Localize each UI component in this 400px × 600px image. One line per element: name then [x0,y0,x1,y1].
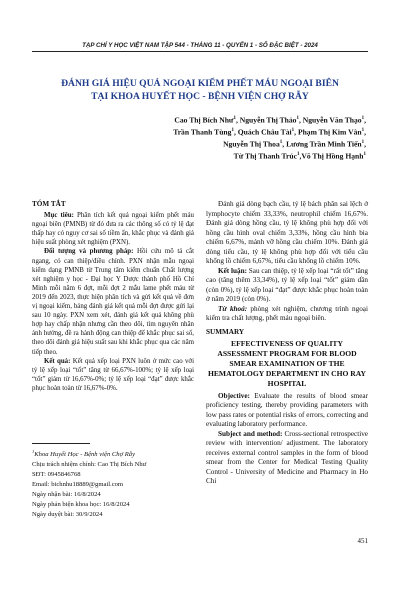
author-list [86,114,366,163]
author-separator: , [364,139,366,149]
summary-title: EFFECTIVENESS OF QUALITY ASSESSMENT PROGRAM FOR BLOOD SMEAR EXAMINATION OF THE HEMATOLOGY DEPARTMENT IN CHO RAY HOSPITAL [207,338,367,388]
footnote-email: Email: bichnhu18889@gmail.com [32,481,124,489]
title-line-1: ĐÁNH GIÁ HIỆU QUẢ NGOẠI KIỂM PHẾT MÁU NGOẠI BIÊN [61,78,339,89]
author-affiliation-mark: 1 [361,140,365,146]
abstract-results: Kết quả: Kết quả xếp loại PXN luôn ở mức cao với tỷ lệ xếp loại “tốt” tăng từ 66,67%-100%; tỷ lệ xếp loại “tốt” giảm từ 16,67%-0%; tỷ lệ xếp loại “đạt” được khắc phục hoàn toàn từ 16,67%-0%. [32,357,194,392]
abstract-objective: Mục tiêu: Phân tích kết quả ngoại kiểm phết máu ngoại biên (PMNB) từ đó đưa ra các thông số có tỷ lệ đạt thấp hay có nguy cơ sai số tiềm ẩn, khắc phục và đánh giá hiệu suất phòng xét nghiệm (PXN). [32,212,194,247]
abstract-keywords: Từ khoá: phòng xét nghiệm, chương trình ngoại kiểm tra chất lượng, phết máu ngoại biên. [206,304,368,322]
author-separator: , [282,139,287,149]
author-name: Nguyễn Văn Thạo [302,115,362,125]
author-name: Từ Thị Thanh Trúc [233,151,297,161]
page-number: 451 [357,537,368,545]
abstract-heading: TÓM TẮT [32,200,66,208]
author-affiliation-mark: 1 [279,140,283,146]
author-separator: , [364,127,366,137]
author-name: Nguyễn Thị Thảo [239,115,297,125]
author-affiliation-mark: 1 [291,128,295,134]
footnote-reviewed: Ngày phản biện khoa học: 16/8/2024 [32,501,130,509]
author-separator: , [298,115,303,125]
author-name: Phạm Thị Kim Vân [297,127,362,137]
author-affiliation-mark: 1 [231,128,234,134]
author-affiliation-mark: 1 [296,152,300,158]
article-title [40,77,360,103]
footnote-received: Ngày nhận bài: 16/8/2024 [32,491,101,499]
author-affiliation-mark: 1 [363,152,366,158]
footnote [32,447,202,520]
footnote-corresponding: Chịu trách nhiệm chính: Cao Thị Bích Như [32,461,147,469]
author-separator: , [235,115,240,125]
footnote-rule [32,443,90,444]
summary-method: Subject and method: Cross-sectional retrospective review with intervention/ adjustment. The laboratory receives external control samples in the form of blood smear from the Center for Medical Testing Quality Control - University of Medicine and Pharmacy in Ho Chi [206,429,368,486]
footnote-accepted: Ngày duyệt bài: 30/9/2024 [32,511,103,519]
abstract-conclusion: Kết luận: Sau can thiệp, tỷ lệ xếp loại “rất tốt” tăng cao (tăng thêm 33,34%), tỷ lệ xếp loại “tốt” giảm dần (còn 0%), tỷ lệ xếp loại “đạt” được khắc phục hoàn toàn ở năm 2019 (còn 0%). [206,266,369,303]
summary-objective: Objective: Evaluate the results of blood smear proficiency testing, thereby providing parameters with low pass rates or potential risks of errors, correcting and evaluating laboratory performance. [206,391,368,429]
author-name: Quách Châu Tài [237,127,292,137]
author-affiliation-mark: 1 [296,116,299,121]
abstract-method: Đối tượng và phương pháp: Hồi cứu mô tả cắt ngang, có can thiệp/điều chỉnh. PXN nhận mẫu ngoại kiểm dạng PMNB từ Trung tâm kiểm chuẩn Chất lượng xét nghiệm y học - Đại học Y Dược thành phố Hồ Chí Minh mỗi năm 6 đợt, mỗi đợt 2 mẫu lame phết máu từ 2019 đến 2023, thực hiện phân tích và gửi kết quả về đơn vị ngoại kiểm, bảng đánh giá kết quả mỗi đợt được gửi lại sau 10 ngày. PXN xem xét, đánh giá kết quả không phù hợp hay chấp nhận nhưng cần theo dõi, tìm nguyên nhân ảnh hưởng, đề ra hành động can thiệp để khắc phục sai số, theo dõi đánh giá hiệu suất sau khi khắc phục qua các năm tiếp theo. [32,248,194,356]
summary-heading: SUMMARY [206,327,245,336]
author-name: Võ Thị Hồng Hạnh [301,151,364,161]
author-separator: , [294,127,298,137]
footnote-affiliation: $^1$Khoa Huyết Học - Bệnh viện Chợ Rẫy [32,449,135,459]
author-separator: , [233,127,238,137]
author-name: Lương Trần Minh Tiến [286,139,362,149]
author-name: Trần Thanh Tùng [173,127,232,137]
author-affiliation-mark: 1 [361,116,365,121]
title-line-2: TẠI KHOA HUYẾT HỌC - BỆNH VIỆN CHỢ RẪY [91,91,309,102]
author-affiliation-mark: 1 [361,128,365,134]
author-affiliation-mark: 1 [233,116,236,121]
header-rule [32,51,368,52]
author-name: Nguyễn Thị Thoa [223,139,280,149]
left-column [32,200,194,393]
author-separator: , [299,151,302,161]
right-column [206,200,368,487]
author-separator: , [364,115,366,125]
journal-header: TẠP CHÍ Y HỌC VIỆT NAM TẬP 544 - THÁNG 11 - QUYỂN 1 - SỐ ĐẶC BIỆT - 2024 [82,42,318,49]
abstract-results-cont: Đánh giá dòng bạch cầu, tỷ lệ bách phân sai lệch ở lymphocyte chiếm 33,33%, neutrophil chiếm 16,67%. Đánh giá dòng hồng cầu, tỷ lệ không phù hợp đối với hồng cầu hình oval chiếm 3,33%, hồng cầu hình bia chiếm 6,67%, mảnh vỡ hồng cầu chiếm 10%. Đánh giá dòng tiểu cầu, tỷ lệ không phù hợp đối với tiểu cầu khổng lồ chiếm 6,67%, tiểu cầu khổng lồ chiếm 10%. [206,200,368,265]
author-name: Cao Thị Bích Như [174,115,234,125]
footnote-phone: SĐT: 0945846768 [32,471,81,479]
